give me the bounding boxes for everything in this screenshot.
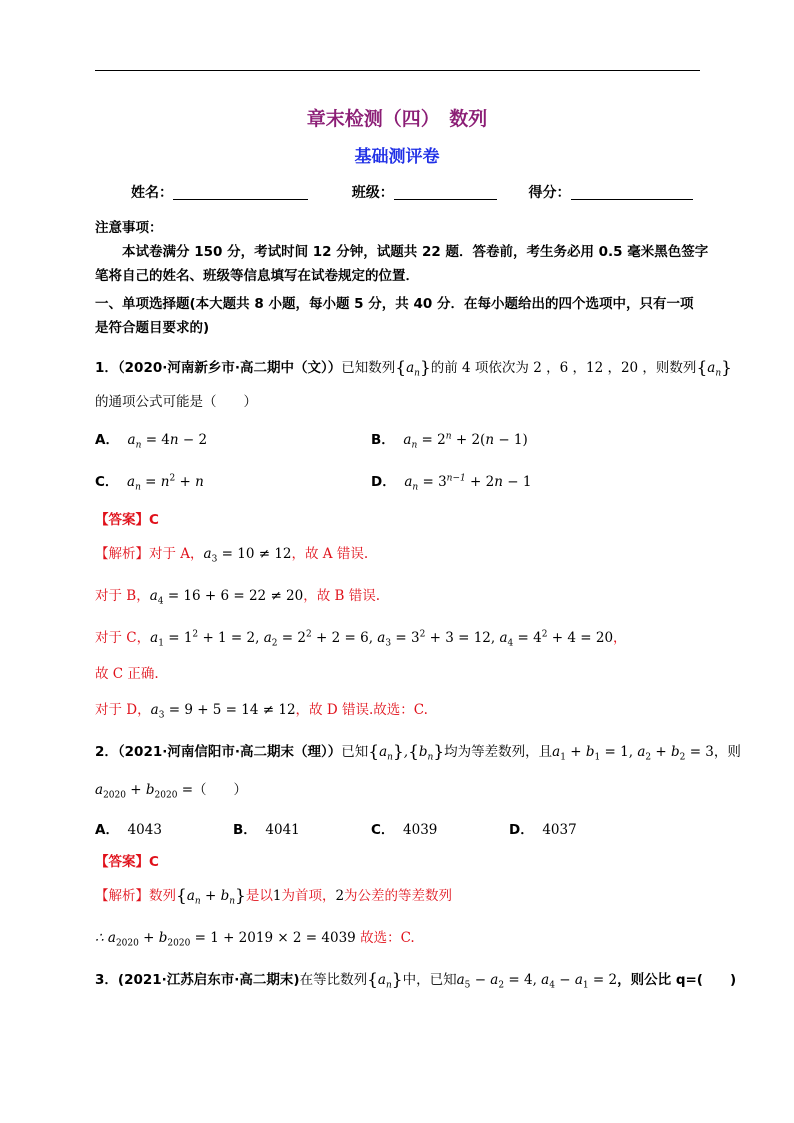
top-rule bbox=[95, 70, 700, 71]
q1-analysis-c: 对于 C，$a_1 = 1^2 + 1 = 2$, $a_2 = 2^2 + 2 = 6$, $a_3 = 3^2 + 3 = 12$, $a_4 = 4^2 + 4 = 20$， bbox=[95, 629, 627, 649]
notes-heading: 注意事项： bbox=[95, 220, 163, 236]
q1-source: （2020·河南新乡市·高二期中（文）） bbox=[117, 360, 342, 376]
q1-answer: 【答案】C bbox=[95, 512, 159, 528]
q1-stem-line-2: 的通项公式可能是（ ） bbox=[95, 394, 257, 410]
q2-number: 2． bbox=[95, 744, 118, 760]
q3-source: (2021·江苏启东市·高二期末) bbox=[117, 972, 300, 988]
class-label: 班级： bbox=[351, 185, 394, 201]
page-subtitle: 基础测评卷 bbox=[354, 147, 440, 167]
page-title: 章末检测（四） 数列 bbox=[306, 108, 488, 130]
name-label: 姓名： bbox=[131, 185, 173, 201]
score-label: 得分： bbox=[528, 185, 571, 201]
q2-stem-line-2: $a_{2020} + b_{2020}$ =（ ） bbox=[95, 782, 248, 801]
q3-number: 3． bbox=[95, 972, 118, 988]
notes-line-2: 笔将自己的姓名、班级等信息填写在试卷规定的位置． bbox=[95, 268, 419, 284]
student-info-fields bbox=[131, 182, 693, 202]
q2-stem-line-1: 2．（2021·河南信阳市·高二期末（理））已知$\{a_n\},\{b_n\}$均为等差数列，且$a_1 + b_1 = 1$, $a_2 + b_2 = 3$，则 bbox=[95, 742, 741, 763]
q2-conclusion: ∴ $a_{2020} + b_{2020} = 1 + 2019 \times 2 = 4039$ 故选：C. bbox=[95, 930, 415, 949]
q2-option-d[interactable]: D． 4037 bbox=[509, 822, 577, 838]
score-field[interactable] bbox=[571, 185, 693, 200]
q3-stem-line-1: 3．(2021·江苏启东市·高二期末)在等比数列$\{a_n\}$中，已知$a_5 - a_2 = 4$, $a_4 - a_1 = 2$，则公比 q=( ) bbox=[95, 970, 737, 991]
q2-answer: 【答案】C bbox=[95, 854, 159, 870]
q1-stem-line-1: 1．（2020·河南新乡市·高二期中（文））已知数列$\{a_n\}$的前 4 项依次为 2 ，6 ，12 ，20 ，则数列$\{a_n\}$ bbox=[95, 358, 732, 379]
q1-option-b[interactable]: B． $a_n = 2^n + 2(n - 1)$ bbox=[371, 431, 528, 451]
q2-option-a[interactable]: A． 4043 bbox=[95, 822, 162, 838]
q1-option-d[interactable]: D． $a_n = 3^{n-1} + 2n - 1$ bbox=[371, 473, 532, 493]
name-field[interactable] bbox=[173, 185, 308, 200]
q2-source: （2021·河南信阳市·高二期末（理）） bbox=[117, 744, 342, 760]
q2-analysis: 【解析】数列$\{a_n + b_n\}$是以1为首项，2为公差的等差数列 bbox=[95, 886, 453, 907]
notes-line-1: 本试卷满分 150 分，考试时间 12 分钟，试题共 22 题．答卷前，考生务必用 0.5 毫米黑色签字 bbox=[122, 244, 709, 260]
q1-analysis-c-line-2: 故 C 正确. bbox=[95, 666, 159, 682]
q1-number: 1． bbox=[95, 360, 118, 376]
class-field[interactable] bbox=[394, 185, 497, 200]
q1-option-a[interactable]: A． $a_n = 4n - 2$ bbox=[95, 432, 208, 451]
q1-analysis-d: 对于 D，$a_3 = 9 + 5 = 14 \ne 12$，故 D 错误.故选：C. bbox=[95, 702, 428, 721]
q1-option-c[interactable]: C． $a_n = n^2 + n$ bbox=[95, 473, 204, 493]
q2-option-b[interactable]: B． 4041 bbox=[233, 822, 300, 838]
section1-line-2: 是符合题目要求的) bbox=[95, 320, 210, 336]
section1-line-1: 一、单项选择题(本大题共 8 小题，每小题 5 分，共 40 分．在每小题给出的四个选项中，只有一项 bbox=[95, 296, 694, 312]
q1-analysis-b: 对于 B，$a_4 = 16 + 6 = 22 \ne 20$，故 B 错误. bbox=[95, 588, 381, 607]
q2-option-c[interactable]: C． 4039 bbox=[371, 822, 438, 838]
q1-analysis-a: 【解析】对于 A，$a_3 = 10 \ne 12$，故 A 错误. bbox=[95, 546, 369, 565]
